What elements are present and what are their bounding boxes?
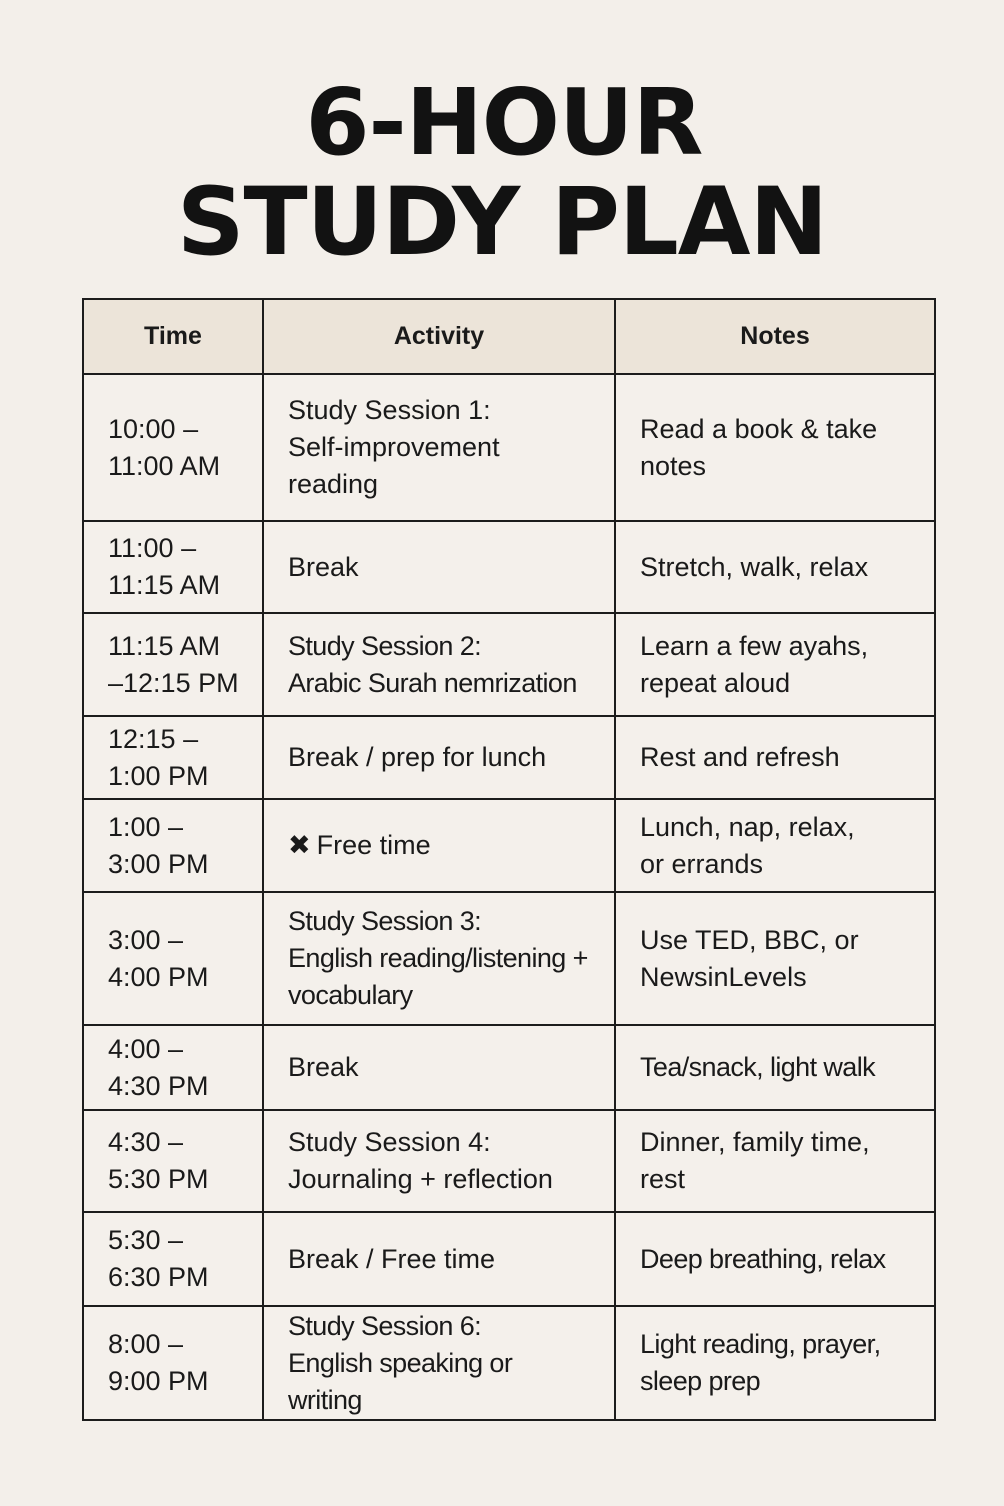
time-cell (83, 892, 263, 1025)
activity-cell (263, 613, 615, 716)
time-start: 11:15 AM (108, 630, 221, 661)
notes-cell (615, 613, 935, 716)
activity-cell (263, 716, 615, 799)
activity-cell (263, 1110, 615, 1212)
time-cell (83, 374, 263, 521)
time-start: 11:00 – (108, 533, 197, 563)
column-header-notes: Notes (615, 299, 935, 374)
time-start: 5:30 – (108, 1225, 184, 1255)
activity-line: Break (288, 1052, 359, 1082)
title-line-2: STUDY PLAN (176, 168, 828, 278)
notes-line: Dinner, family time, (640, 1127, 870, 1157)
notes-cell (615, 521, 935, 613)
cross-mark-icon: ✖ (288, 830, 311, 860)
time-cell (83, 799, 263, 892)
time-end: 4:30 PM (108, 1070, 209, 1101)
column-header-activity: Activity (263, 299, 615, 374)
page-title (0, 69, 1004, 278)
notes-cell (615, 716, 935, 799)
table-row (83, 799, 935, 892)
time-start: 12:15 – (108, 723, 199, 754)
time-cell (83, 1212, 263, 1306)
activity-cell (263, 1212, 615, 1306)
notes-line: Deep breathing, relax (640, 1243, 886, 1274)
column-header-time: Time (83, 299, 263, 374)
activity-cell (263, 799, 615, 892)
time-end: 9:00 PM (108, 1366, 209, 1396)
activity-cell (263, 1306, 615, 1420)
notes-line: Learn a few ayahs, (640, 630, 869, 661)
activity-line: English reading/listening + (288, 943, 588, 973)
activity-line: Study Session 1: (288, 395, 491, 425)
notes-line: sleep prep (640, 1366, 761, 1396)
notes-cell (615, 1025, 935, 1110)
time-start: 1:00 – (108, 811, 184, 842)
time-end: 3:00 PM (108, 848, 209, 879)
table-row (83, 1110, 935, 1212)
notes-cell (615, 1306, 935, 1420)
activity-line: Study Session 6: (288, 1310, 482, 1341)
activity-line: Journaling + reflection (288, 1164, 553, 1194)
notes-cell (615, 799, 935, 892)
activity-line: reading (288, 469, 379, 499)
notes-line: or errands (640, 848, 764, 879)
time-end: –12:15 PM (108, 667, 239, 698)
table-row (83, 521, 935, 613)
notes-line: Read a book & take (640, 413, 878, 444)
time-end: 6:30 PM (108, 1262, 209, 1292)
time-start: 10:00 – (108, 413, 199, 444)
time-start: 3:00 – (108, 924, 184, 955)
notes-line: repeat aloud (640, 667, 791, 698)
time-end: 11:15 AM (108, 570, 221, 600)
activity-line: Break (288, 551, 359, 582)
activity-line: Arabic Surah nemrization (288, 667, 577, 698)
title-line-1: 6-HOUR (305, 69, 703, 177)
time-cell (83, 521, 263, 613)
notes-line: NewsinLevels (640, 961, 807, 992)
activity-line: Free time (316, 830, 431, 860)
time-cell (83, 613, 263, 716)
notes-line: Light reading, prayer, (640, 1329, 881, 1359)
notes-cell (615, 1110, 935, 1212)
activity-cell (263, 374, 615, 521)
activity-line: vocabulary (288, 980, 413, 1010)
time-start: 8:00 – (108, 1329, 184, 1359)
table-row (83, 716, 935, 799)
notes-line: notes (640, 450, 707, 481)
time-start: 4:30 – (108, 1127, 184, 1157)
study-plan-table (82, 298, 936, 1421)
time-end: 1:00 PM (108, 760, 209, 791)
time-end: 5:30 PM (108, 1164, 209, 1194)
notes-line: Tea/snack, light walk (640, 1052, 876, 1082)
time-cell (83, 716, 263, 799)
time-end: 4:00 PM (108, 961, 209, 992)
time-cell (83, 1110, 263, 1212)
notes-line: Lunch, nap, relax, (640, 811, 855, 842)
activity-line: Self-improvement (288, 432, 500, 462)
time-cell (83, 1025, 263, 1110)
activity-cell (263, 521, 615, 613)
activity-line: Study Session 4: (288, 1127, 491, 1157)
activity-line: English speaking or writing (288, 1347, 513, 1415)
time-cell (83, 1306, 263, 1420)
notes-line: Stretch, walk, relax (640, 551, 869, 582)
table-row (83, 892, 935, 1025)
table-row (83, 1212, 935, 1306)
activity-line: Break / prep for lunch (288, 742, 547, 772)
table-row (83, 374, 935, 521)
activity-line: Break / Free time (288, 1243, 496, 1274)
notes-line: Rest and refresh (640, 742, 840, 772)
time-start: 4:00 – (108, 1033, 184, 1064)
table-row (83, 1025, 935, 1110)
notes-cell (615, 374, 935, 521)
table-header-row (83, 299, 935, 374)
activity-cell (263, 892, 615, 1025)
time-end: 11:00 AM (108, 450, 221, 481)
notes-cell (615, 892, 935, 1025)
table-row (83, 1306, 935, 1420)
notes-line: rest (640, 1164, 686, 1194)
notes-line: Use TED, BBC, or (640, 924, 859, 955)
table-row (83, 613, 935, 716)
activity-line: Study Session 2: (288, 630, 482, 661)
activity-cell (263, 1025, 615, 1110)
notes-cell (615, 1212, 935, 1306)
activity-line: Study Session 3: (288, 906, 482, 936)
